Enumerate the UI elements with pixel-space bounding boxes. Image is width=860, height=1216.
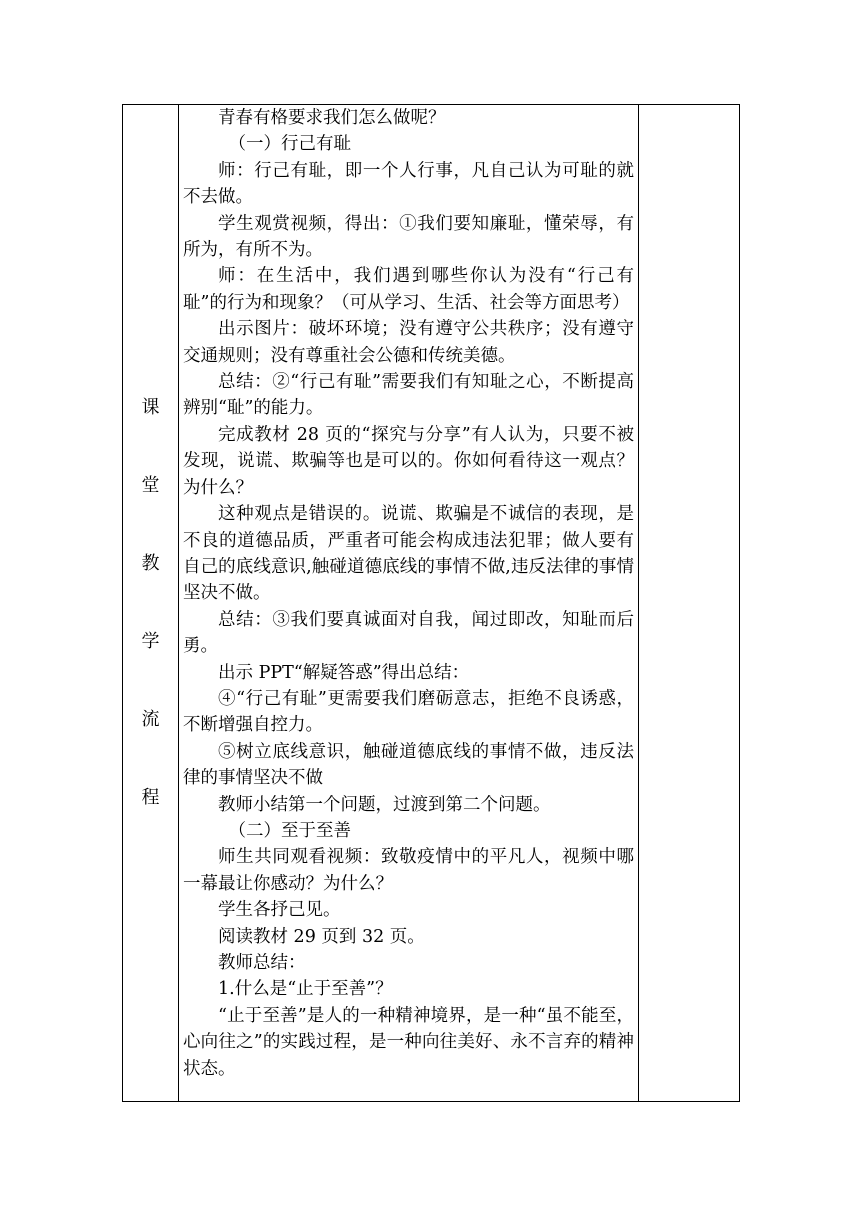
lesson-content [179, 105, 638, 1082]
paragraph: 总结：③我们要真诚面对自我，闻过即改，知耻而后勇。 [183, 609, 634, 657]
paragraph: ④“行己有耻”更需要我们磨砺意志，拒绝不良诱惑，不断增强自控力。 [183, 688, 634, 736]
paragraph: 师：行己有耻，即一个人行事，凡自己认为可耻的就不去做。 [183, 160, 634, 208]
paragraph: 完成教材 28 页的“探究与分享”有人认为，只要不被发现，说谎、欺骗等也是可以的。你如何看待这一观点？为什么？ [183, 424, 634, 498]
paragraph: ⑤树立底线意识，触碰道德底线的事情不做，违反法律的事情坚决不做 [183, 741, 634, 789]
paragraph: 师：在生活中，我们遇到哪些你认为没有“行己有耻”的行为和现象？（可从学习、生活、社会等方面思考） [183, 266, 634, 313]
paragraph: 出示 PPT“解疑答惑”得出总结： [218, 662, 470, 683]
section-label-char: 程 [141, 787, 160, 808]
paragraph: 阅读教材 29 页到 32 页。 [218, 926, 425, 947]
section-label [123, 395, 178, 811]
paragraph: 教师总结： [218, 953, 306, 973]
paragraph: “止于至善”是人的一种精神境界，是一种“虽不能至，心向往之”的实践过程，是一种向往美好、永不言弃的精神状态。 [183, 1005, 634, 1079]
notes-cell [639, 105, 740, 1102]
section-label-char: 课 [141, 397, 160, 418]
paragraph: 1.什么是“止于至善”？ [218, 979, 393, 1000]
paragraph: 这种观点是错误的。说谎、欺骗是不诚信的表现，是不良的道德品质，严重者可能会构成违法犯罪；做人要有自己的底线意识,触碰道德底线的事情不做,违反法律的事情坚决不做。 [183, 504, 634, 604]
paragraph: 学生观赏视频，得出：①我们要知廉耻，懂荣辱，有所为，有所不为。 [183, 213, 634, 261]
paragraph: 师生共同观看视频：致敬疫情中的平凡人，视频中哪一幕最让你感动？为什么？ [183, 847, 634, 894]
subheading: （二）至于至善 [228, 820, 351, 841]
paragraph: 出示图片：破坏环境；没有遵守公共秩序；没有遵守交通规则；没有尊重社会公德和传统美德。 [183, 319, 634, 366]
section-label-char: 学 [141, 631, 160, 652]
table-row [123, 105, 740, 1102]
section-label-char: 流 [141, 709, 160, 730]
subheading: （一）行己有耻 [228, 134, 351, 155]
lesson-plan-table [122, 104, 740, 1102]
paragraph: 学生各抒己见。 [218, 900, 341, 921]
section-label-cell [123, 105, 179, 1102]
paragraph: 教师小结第一个问题，过渡到第二个问题。 [218, 794, 551, 815]
paragraph: 总结：②“行己有耻”需要我们有知耻之心，不断提高辨别“耻”的能力。 [183, 372, 634, 419]
section-label-char: 教 [141, 553, 160, 574]
paragraph: 青春有格要求我们怎么做呢？ [218, 108, 446, 128]
content-cell [179, 105, 639, 1102]
section-label-char: 堂 [141, 475, 160, 496]
